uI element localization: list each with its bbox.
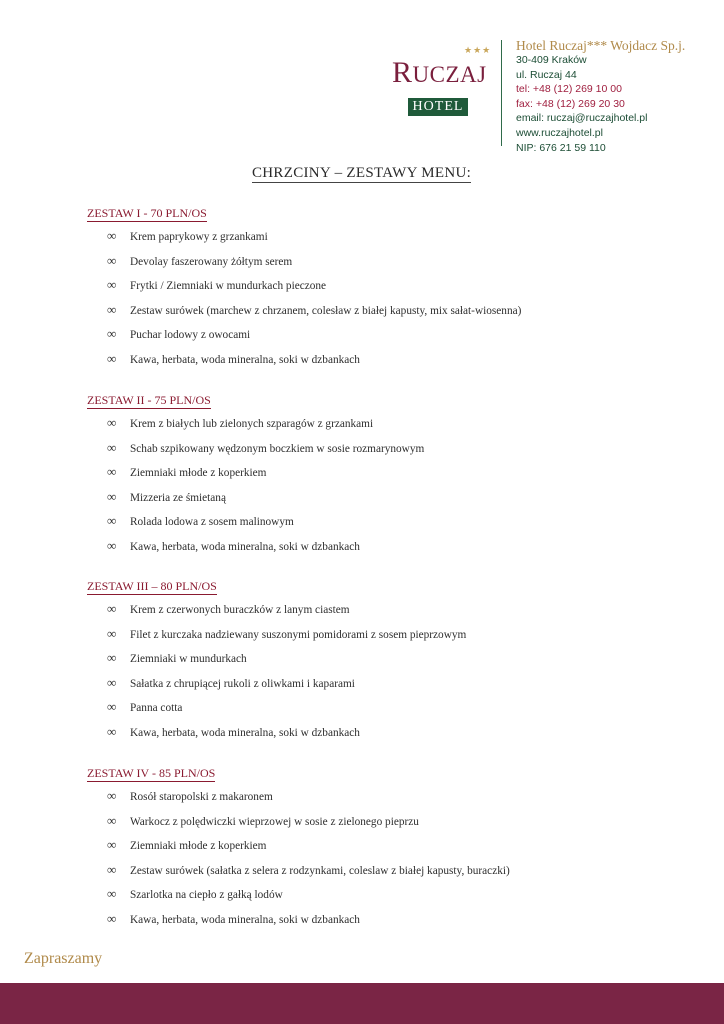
menu-item-text: Rosół staropolski z makaronem — [130, 791, 273, 803]
menu-item — [107, 863, 510, 878]
infinity-bullet-icon: ∞ — [107, 699, 117, 715]
menu-item — [107, 814, 419, 829]
section-heading: ZESTAW I - 70 PLN/OS — [87, 206, 207, 220]
menu-item-text: Ziemniaki w mundurkach — [130, 653, 247, 666]
tax-id: NIP: 676 21 59 110 — [516, 141, 606, 154]
infinity-bullet-icon: ∞ — [107, 351, 117, 366]
menu-item-text: Devolay faszerowany żółtym serem — [130, 255, 293, 268]
logo-stars: ★★★ — [464, 46, 492, 56]
infinity-bullet-icon: ∞ — [107, 650, 117, 666]
infinity-bullet-icon: ∞ — [107, 861, 117, 877]
menu-item — [107, 789, 273, 804]
fax: fax: +48 (12) 269 20 30 — [516, 97, 625, 110]
menu-item-text: Kawa, herbata, woda mineralna, soki w dzbankach — [130, 541, 360, 553]
address-line-1: 30-409 Kraków — [516, 54, 587, 66]
infinity-bullet-icon: ∞ — [107, 674, 117, 690]
menu-item-text: Kawa, herbata, woda mineralna, soki w dzbankach — [130, 914, 360, 926]
contact-block — [516, 38, 685, 155]
menu-item-text: Zestaw surówek (marchew z chrzanem, colesław z białej kapusty, mix sałat-wiosenna) — [130, 304, 522, 317]
menu-item-text: Kawa, herbata, woda mineralna, soki w dzbankach — [130, 727, 360, 739]
menu-item — [107, 602, 350, 617]
infinity-bullet-icon: ∞ — [107, 326, 117, 342]
menu-item-text: Kawa, herbata, woda mineralna, soki w dzbankach — [130, 354, 360, 366]
menu-item — [107, 490, 226, 505]
phone: tel: +48 (12) 269 10 00 — [516, 83, 622, 96]
infinity-bullet-icon: ∞ — [107, 513, 117, 529]
logo-wordmark — [392, 56, 487, 92]
infinity-bullet-icon: ∞ — [107, 488, 117, 504]
infinity-bullet-icon: ∞ — [107, 301, 117, 317]
section-heading: ZESTAW IV - 85 PLN/OS — [87, 766, 216, 780]
menu-item — [107, 229, 268, 244]
infinity-bullet-icon: ∞ — [107, 724, 117, 739]
section-heading: ZESTAW III – 80 PLN/OS — [87, 579, 217, 593]
menu-item — [107, 539, 360, 554]
menu-item — [107, 327, 250, 342]
menu-item-text: Puchar lodowy z owocami — [130, 329, 251, 342]
menu-item-text: Schab szpikowany wędzonym boczkiem w sosie rozmarynowym — [130, 442, 425, 455]
menu-item — [107, 887, 283, 902]
footer-band — [0, 983, 724, 1024]
menu-item-text: Filet z kurczaka nadziewany suszonymi pomidorami z sosem pieprzowym — [130, 628, 467, 641]
menu-item-text: Krem z czerwonych buraczków z lanym ciastem — [130, 604, 350, 616]
logo-hotel-badge: HOTEL — [408, 98, 468, 116]
email-link[interactable]: email: ruczaj@ruczajhotel.pl — [516, 112, 648, 125]
menu-item — [107, 838, 266, 853]
menu-item — [107, 676, 355, 691]
menu-item — [107, 352, 360, 367]
infinity-bullet-icon: ∞ — [107, 252, 117, 268]
menu-item — [107, 651, 247, 666]
menu-item-text: Ziemniaki młode z koperkiem — [130, 840, 267, 853]
menu-item-text: Krem z białych lub zielonych szparagów z grzankami — [130, 418, 374, 430]
menu-item — [107, 465, 266, 480]
infinity-bullet-icon: ∞ — [107, 228, 117, 243]
document-title: CHRZCINY – ZESTAWY MENU: — [252, 165, 472, 181]
menu-item — [107, 441, 424, 456]
menu-item-text: Panna cotta — [130, 702, 183, 715]
menu-item-text: Warkocz z polędwiczki wieprzowej w sosie z zielonego pieprzu — [130, 815, 419, 828]
menu-item-text: Sałatka z chrupiącej rukoli z oliwkami i kaparami — [130, 677, 355, 690]
menu-item — [107, 254, 292, 269]
section-heading: ZESTAW II - 75 PLN/OS — [87, 393, 211, 407]
menu-item — [107, 700, 182, 715]
infinity-bullet-icon: ∞ — [107, 464, 117, 480]
infinity-bullet-icon: ∞ — [107, 837, 117, 853]
infinity-bullet-icon: ∞ — [107, 625, 117, 641]
header-divider — [501, 40, 502, 146]
company-name: Hotel Ruczaj*** Wojdacz Sp.j. — [516, 38, 686, 53]
infinity-bullet-icon: ∞ — [107, 439, 117, 455]
menu-item — [107, 514, 294, 529]
infinity-bullet-icon: ∞ — [107, 788, 117, 803]
menu-item — [107, 416, 373, 431]
infinity-bullet-icon: ∞ — [107, 538, 117, 553]
menu-item — [107, 725, 360, 740]
infinity-bullet-icon: ∞ — [107, 911, 117, 926]
hotel-logo — [392, 46, 492, 120]
footer-invitation: Zapraszamy — [24, 950, 103, 967]
menu-item-text: Krem paprykowy z grzankami — [130, 231, 268, 243]
website-link[interactable]: www.ruczajhotel.pl — [516, 126, 603, 139]
menu-item-text: Rolada lodowa z sosem malinowym — [130, 516, 294, 529]
menu-item — [107, 303, 521, 318]
logo-word-rest: UCZAJ — [412, 62, 487, 87]
infinity-bullet-icon: ∞ — [107, 886, 117, 902]
menu-item-text: Zestaw surówek (sałatka z selera z rodzynkami, coleslaw z białej kapusty, buraczki) — [130, 864, 510, 877]
infinity-bullet-icon: ∞ — [107, 812, 117, 828]
menu-item-text: Mizzeria ze śmietaną — [130, 491, 226, 504]
logo-initial: R — [392, 56, 413, 89]
infinity-bullet-icon: ∞ — [107, 415, 117, 430]
address-line-2: ul. Ruczaj 44 — [516, 68, 577, 81]
menu-item — [107, 912, 360, 927]
menu-item-text: Ziemniaki młode z koperkiem — [130, 467, 267, 480]
infinity-bullet-icon: ∞ — [107, 601, 117, 616]
menu-item-text: Frytki / Ziemniaki w mundurkach pieczone — [130, 280, 327, 293]
infinity-bullet-icon: ∞ — [107, 277, 117, 293]
menu-item-text: Szarlotka na ciepło z gałką lodów — [130, 889, 283, 902]
menu-item — [107, 278, 326, 293]
menu-item — [107, 627, 466, 642]
